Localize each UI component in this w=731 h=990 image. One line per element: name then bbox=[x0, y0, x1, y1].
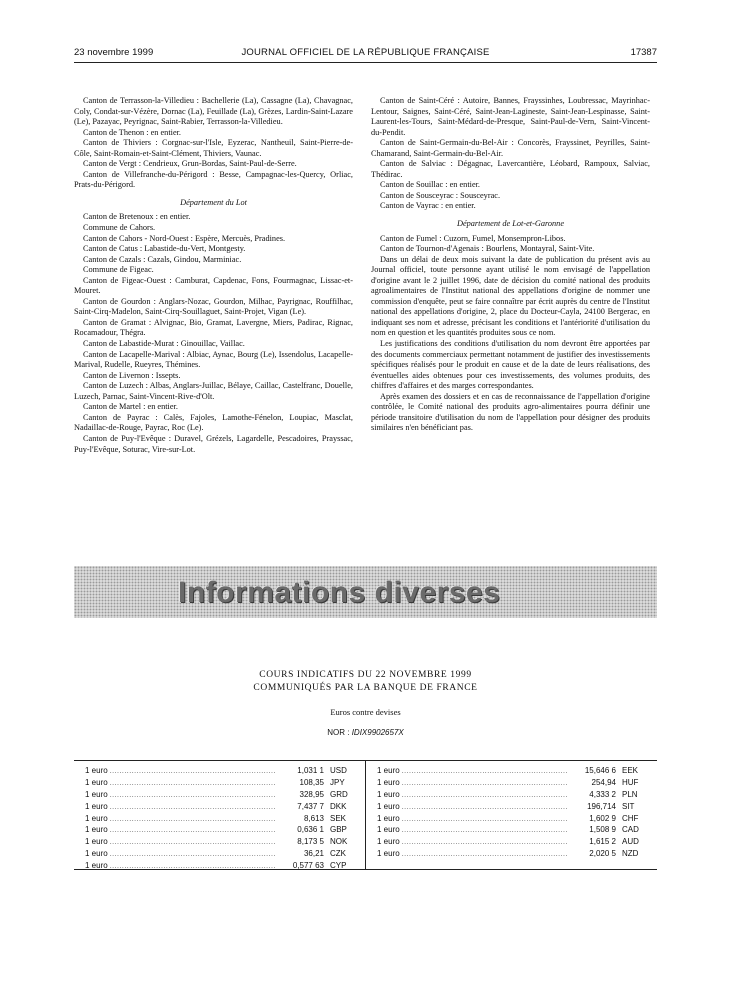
rate-row bbox=[85, 814, 355, 826]
currency-code: GBP bbox=[330, 825, 347, 835]
currency-code: CAD bbox=[622, 825, 639, 835]
paragraph: Canton de Figeac-Ouest : Camburat, Capdenac, Fons, Fourmagnac, Lissac-et-Mouret. bbox=[74, 275, 353, 296]
header-divider bbox=[74, 62, 657, 63]
rate-value: 254,94 bbox=[591, 777, 616, 787]
currency-code: CYP bbox=[330, 861, 347, 871]
rate-label: 1 euro bbox=[85, 861, 108, 871]
leader-dots bbox=[402, 804, 568, 811]
leader-dots bbox=[110, 827, 276, 834]
leader-dots bbox=[402, 839, 568, 846]
paragraph: Commune de Cahors. bbox=[83, 223, 156, 233]
rate-row bbox=[85, 778, 355, 790]
paragraph: Canton de Salviac : Dégagnac, Lavercantière, Léobard, Rampoux, Salviac, Thédirac. bbox=[371, 159, 650, 179]
paragraph: Canton de Martel : en entier. bbox=[83, 402, 178, 412]
cours-title-line-2: COMMUNIQUÉS PAR LA BANQUE DE FRANCE bbox=[253, 683, 478, 693]
rate-value: 0,577 63 bbox=[292, 861, 324, 871]
rate-label: 1 euro bbox=[377, 777, 400, 787]
paragraph: Canton de Livernon : Issepts. bbox=[83, 370, 181, 380]
currency-code: CZK bbox=[330, 849, 346, 859]
leader-dots bbox=[110, 816, 276, 823]
rate-label: 1 euro bbox=[377, 837, 400, 847]
currency-code: SEK bbox=[330, 813, 347, 823]
rate-label: 1 euro bbox=[85, 837, 108, 847]
rate-row bbox=[377, 790, 647, 802]
paragraph: Canton de Payrac : Calès, Fajoles, Lamothe-Fénelon, Loupiac, Masclat, Nadaillac-de-Rouge, Payrac, Roc (Le). bbox=[74, 412, 353, 433]
leader-dots bbox=[110, 839, 276, 846]
rate-row bbox=[377, 766, 647, 778]
paragraph: Canton de Tournon-d'Agenais : Bourlens, Montayral, Saint-Vite. bbox=[380, 244, 595, 254]
paragraph: Canton de Terrasson-la-Villedieu : Bachellerie (La), Cassagne (La), Chavagnac, Coly, Condat-sur-Vézère, Dornac (La), Feuillade (La), Grèzes, Lardin-Saint-Lazare (Le), Pazayac, Peyrignac, Saint-Rabier, Terrasson-la-Villedieu. bbox=[74, 96, 353, 127]
rate-value: 15,646 6 bbox=[584, 766, 616, 775]
paragraph: Canton de Gourdon : Anglars-Nozac, Gourdon, Milhac, Payrignac, Rouffilhac, Saint-Cirq-Madelon, Saint-Cirq-Souillaguet, Saint-Projet, Vigan (Le). bbox=[74, 296, 353, 317]
currency-code: DKK bbox=[330, 801, 347, 811]
rate-row bbox=[85, 766, 355, 778]
rate-label: 1 euro bbox=[377, 766, 400, 775]
rate-label: 1 euro bbox=[377, 801, 400, 811]
paragraph: Canton de Vayrac : en entier. bbox=[380, 201, 476, 211]
rate-label: 1 euro bbox=[377, 813, 400, 823]
paragraph: Canton de Luzech : Albas, Anglars-Juillac, Bélaye, Caillac, Castelfranc, Douelle, Luzech, Parnac, Saint-Vincent-Rive-d'Olt. bbox=[74, 381, 353, 401]
right-text-column bbox=[371, 96, 650, 434]
currency-code: NZD bbox=[622, 849, 639, 859]
paragraph: Canton de Labastide-Murat : Ginouillac, Vaillac. bbox=[83, 339, 245, 349]
rate-value: 196,714 bbox=[587, 801, 616, 811]
paragraph: Canton de Sousceyrac : Sousceyrac. bbox=[380, 190, 501, 200]
rate-value: 0,636 1 bbox=[297, 825, 324, 835]
paragraph: Canton de Fumel : Cuzorn, Fumel, Monsempron-Libos. bbox=[380, 233, 566, 243]
paragraph: Canton de Thiviers : Corgnac-sur-l'Isle, Eyzerac, Nantheuil, Saint-Pierre-de-Côle, Saint-Romain-et-Saint-Clément, Thiviers, Vaunac. bbox=[74, 138, 353, 158]
cours-subtitle: Euros contre devises bbox=[330, 707, 401, 717]
rate-table-divider bbox=[365, 761, 366, 869]
paragraph: Canton de Souillac : en entier. bbox=[380, 180, 480, 190]
currency-code: PLN bbox=[622, 789, 638, 799]
rate-value: 4,333 2 bbox=[589, 789, 616, 799]
rate-label: 1 euro bbox=[377, 789, 400, 799]
leader-dots bbox=[110, 792, 276, 799]
rate-label: 1 euro bbox=[85, 766, 108, 775]
rate-row bbox=[85, 861, 355, 873]
header-journal-title: JOURNAL OFFICIEL DE LA RÉPUBLIQUE FRANÇAISE bbox=[241, 47, 490, 58]
rate-row bbox=[377, 825, 647, 837]
paragraph: Dans un délai de deux mois suivant la date de publication du présent avis au Journal officiel, toute personne ayant utilisé le nom envisagé de l'appellation d'origine avant le 2 juillet 1996, date de décision du comité national des produits agroalimentaires de l'Institut national des appellations d'origine de nommer une commission d'enquête, peut se faire connaître par écrit auprès du centre de l'Institut national des appellations d'origine, 2, place du Docteur-Cayla, 24100 Bergerac, en indiquant ses nom et adresse, précisant les conditions et l'antériorité d'utilisation du nom en question et les quantités produites sous ce nom. bbox=[371, 254, 650, 338]
rate-row bbox=[85, 837, 355, 849]
nor-code: IDIX9902657X bbox=[351, 728, 404, 737]
rate-row bbox=[377, 837, 647, 849]
section-banner-title: Informations diverses bbox=[178, 576, 501, 609]
leader-dots bbox=[110, 780, 276, 787]
rate-row bbox=[85, 802, 355, 814]
rate-value: 8,613 bbox=[303, 813, 324, 823]
rate-column-right bbox=[377, 766, 647, 861]
rate-value: 1,615 2 bbox=[589, 837, 616, 847]
left-text-column bbox=[74, 96, 353, 455]
currency-code: HUF bbox=[622, 777, 639, 787]
currency-code: AUD bbox=[622, 837, 639, 847]
paragraph: Canton de Saint-Céré : Autoire, Bannes, Frayssinhes, Loubressac, Mayrinhac-Lentour, Saignes, Saint-Céré, Saint-Jean-Lagineste, Saint-Jean-Lespinasse, Saint-Laurent-les-Tours, Saint-Médard-de-Presque, Saint-Paul-de-Vern, Saint-Vincent-du-Pendit. bbox=[371, 96, 650, 137]
rate-row bbox=[377, 849, 647, 861]
rate-value: 36,21 bbox=[303, 849, 324, 859]
currency-code: NOK bbox=[330, 837, 348, 847]
paragraph: Canton de Thenon : en entier. bbox=[83, 127, 182, 137]
rate-value: 328,95 bbox=[299, 789, 324, 799]
rate-value: 1,031 1 bbox=[297, 766, 324, 775]
leader-dots bbox=[402, 792, 568, 799]
rate-label: 1 euro bbox=[85, 849, 108, 859]
nor-label: NOR : bbox=[327, 728, 350, 737]
leader-dots bbox=[402, 780, 568, 787]
nor-reference bbox=[0, 728, 731, 737]
paragraph: Canton de Cahors - Nord-Ouest : Espère, Mercuès, Pradines. bbox=[83, 233, 286, 243]
rate-row bbox=[377, 814, 647, 826]
rate-row bbox=[377, 778, 647, 790]
currency-code: USD bbox=[330, 766, 347, 775]
leader-dots bbox=[110, 768, 276, 775]
rate-value: 1,508 9 bbox=[589, 825, 616, 835]
section-heading: Département de Lot-et-Garonne bbox=[456, 219, 565, 229]
header-page-number: 17387 bbox=[630, 47, 657, 58]
currency-code: CHF bbox=[622, 813, 639, 823]
rate-row bbox=[377, 802, 647, 814]
exchange-rate-table bbox=[74, 760, 657, 870]
currency-code: JPY bbox=[330, 777, 345, 787]
rate-value: 1,602 9 bbox=[589, 813, 616, 823]
currency-code: GRD bbox=[330, 789, 348, 799]
paragraph: Canton de Lacapelle-Marival : Albiac, Aynac, Bourg (Le), Issendolus, Lacapelle-Marival, Rudelle, Rueyres, Thémines. bbox=[74, 349, 353, 370]
rate-label: 1 euro bbox=[377, 825, 400, 835]
paragraph: Canton de Saint-Germain-du-Bel-Air : Concorès, Frayssinet, Peyrilles, Saint-Chamarand, Saint-Germain-du-Bel-Air. bbox=[371, 138, 650, 158]
paragraph: Commune de Figeac. bbox=[83, 265, 154, 275]
paragraph: Canton de Puy-l'Evêque : Duravel, Grézels, Lagardelle, Pescadoires, Prayssac, Puy-l'Evêque, Soturac, Vire-sur-Lot. bbox=[74, 433, 353, 454]
rate-row bbox=[85, 825, 355, 837]
rate-label: 1 euro bbox=[85, 789, 108, 799]
rate-label: 1 euro bbox=[85, 825, 108, 835]
rate-column-left bbox=[85, 766, 355, 873]
paragraph: Après examen des dossiers et en cas de reconnaissance de l'appellation d'origine contrôlée, le Comité national des produits agro-alimentaires pourra définir une période transitoire d'utilisation du nom de l'appellation pour désigner des produits similaires n'en bénéficiant pas. bbox=[371, 391, 650, 433]
rate-row bbox=[85, 849, 355, 861]
section-heading: Département du Lot bbox=[180, 197, 247, 207]
rate-row bbox=[85, 790, 355, 802]
rate-label: 1 euro bbox=[85, 801, 108, 811]
header-date: 23 novembre 1999 bbox=[74, 47, 154, 58]
currency-code: EEK bbox=[622, 766, 639, 775]
rate-label: 1 euro bbox=[377, 849, 400, 859]
rate-label: 1 euro bbox=[85, 777, 108, 787]
leader-dots bbox=[110, 863, 276, 870]
leader-dots bbox=[110, 851, 276, 858]
cours-title-line-1: COURS INDICATIFS DU 22 NOVEMBRE 1999 bbox=[259, 670, 472, 680]
paragraph: Canton de Cazals : Cazals, Gindou, Marminiac. bbox=[83, 254, 242, 264]
leader-dots bbox=[402, 827, 568, 834]
leader-dots bbox=[110, 804, 276, 811]
leader-dots bbox=[402, 768, 568, 775]
leader-dots bbox=[402, 816, 568, 823]
currency-code: SIT bbox=[622, 801, 635, 811]
paragraph: Canton de Gramat : Alvignac, Bio, Gramat, Lavergne, Miers, Padirac, Rignac, Rocamadour, Thégra. bbox=[74, 317, 353, 338]
paragraph: Canton de Villefranche-du-Périgord : Besse, Campagnac-les-Quercy, Orliac, Prats-du-Périgord. bbox=[74, 169, 353, 190]
rate-value: 7,437 7 bbox=[297, 801, 324, 811]
leader-dots bbox=[402, 851, 568, 858]
rate-label: 1 euro bbox=[85, 813, 108, 823]
rate-value: 108,35 bbox=[299, 777, 324, 787]
rate-value: 2,020 5 bbox=[589, 849, 616, 859]
rate-value: 8,173 5 bbox=[297, 837, 324, 847]
paragraph: Canton de Vergt : Cendrieux, Grun-Bordas, Saint-Paul-de-Serre. bbox=[83, 159, 297, 169]
paragraph: Canton de Catus : Labastide-du-Vert, Montgesty. bbox=[83, 244, 246, 254]
paragraph: Canton de Bretenoux : en entier. bbox=[83, 212, 191, 222]
paragraph: Les justifications des conditions d'utilisation du nom devront être apportées par des documents commerciaux permettant notamment de justifier des investissements spécifiques réalisés pour le produit en cause et de la date de leurs réalisations, des éventuelles aides obtenues pour ces investissements, des volumes produits, des chiffres d'affaires et des marges correspondantes. bbox=[371, 339, 650, 391]
